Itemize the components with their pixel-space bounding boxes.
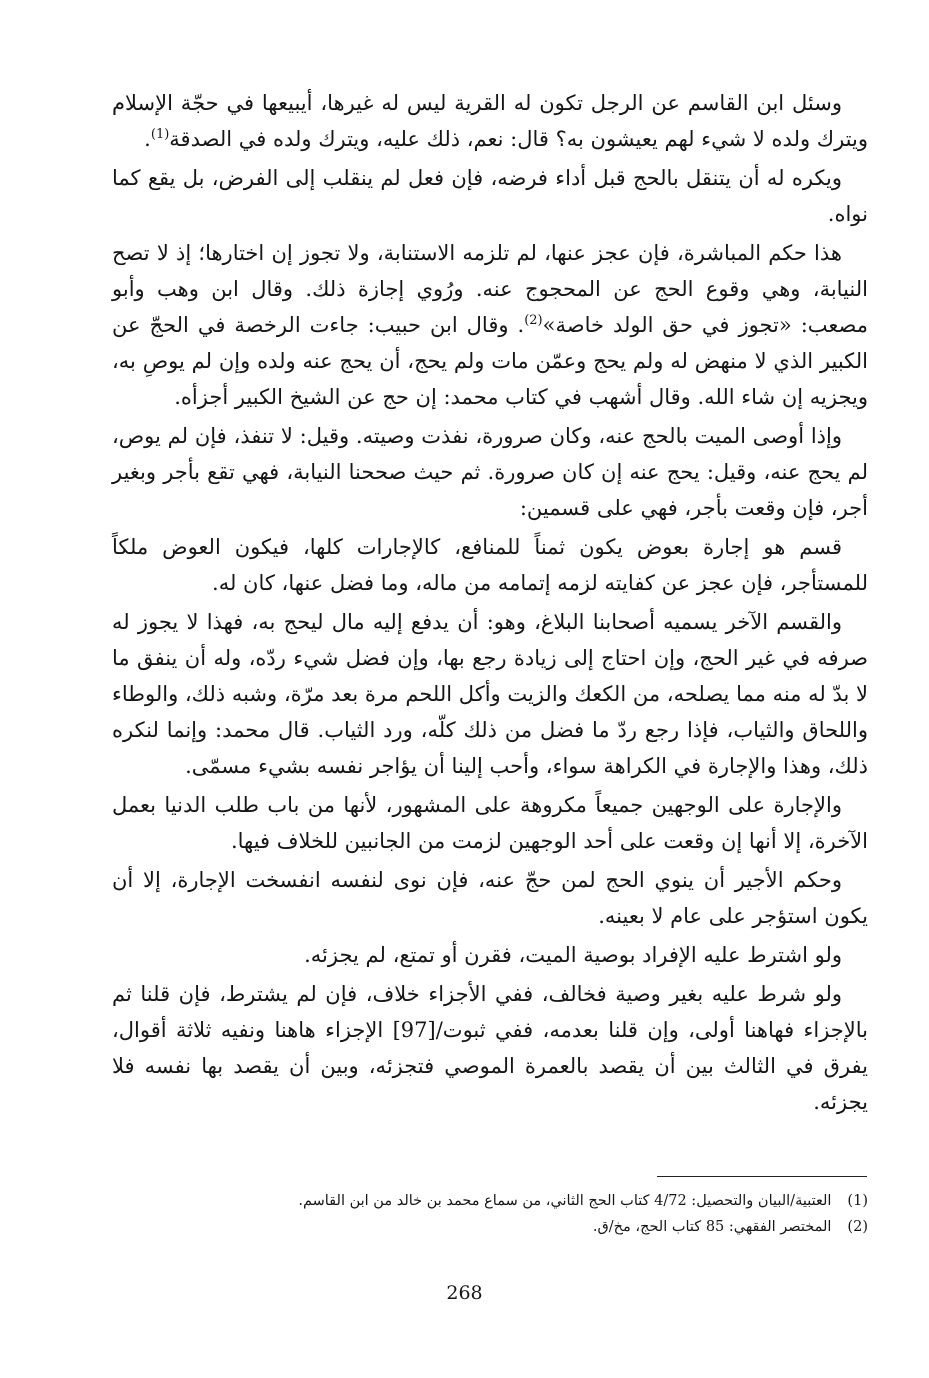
paragraph: وحكم الأجير أن ينوي الحج لمن حجّ عنه، فإن نوى لنفسه انفسخت الإجارة، إلا أن يكون استؤجر على عام لا بعينه. [112, 868, 868, 928]
paragraph: ولو اشترط عليه الإفراد بوصية الميت، فقرن أو تمتع، لم يجزئه. [304, 943, 842, 967]
paragraph: وسئل ابن القاسم عن الرجل تكون له القرية ليس له غيرها، أيبيعها في حجّة الإسلام ويترك ولده لا شيء لهم يعيشون به؟ قال: نعم، ذلك عليه، ويترك ولده في الصدقة$^{(1)}$. [112, 91, 868, 151]
footnote-text: العتبية/البيان والتحصيل: 4/72 كتاب الحج الثاني، من سماع محمد بن خالد من ابن القاسم. [298, 1193, 832, 1209]
paragraph: ويكره له أن يتنقل بالحج قبل أداء فرضه، فإن فعل لم ينقلب إلى الفرض، بل يقع كما نواه. [112, 166, 868, 226]
paragraph: قسم هو إجارة بعوض يكون ثمناً للمنافع، كالإجارات كلها، فيكون العوض ملكاً للمستأجر، فإن عجز عن كفايته لزمه إتمامه من ماله، وما فضل عنها، كان له. [112, 535, 868, 595]
paragraph: والقسم الآخر يسميه أصحابنا البلاغ، وهو: أن يدفع إليه مال ليحج به، فهذا لا يجوز له صرفه في غير الحج، وإن احتاج إلى زيادة رجع بها، وإن فضل شيء ردّه، وله أن ينفق ما لا بدّ له منه مما يصلحه، من الكعك والزيت وأكل اللحم مرة بعد مرّة، وشبه ذلك، والوطاء واللحاق والثياب، فإذا رجع ردّ ما فضل من ذلك كلّه، ورد الثياب. قال محمد: وإنما لنكره ذلك، وهذا والإجارة في الكراهة سواء، وأحب إلينا أن يؤاجر نفسه بشيء مسمّى. [112, 610, 868, 778]
page-number: 268 [446, 1282, 483, 1304]
main-text [112, 85, 868, 1123]
paragraph: والإجارة على الوجهين جميعاً مكروهة على المشهور، لأنها من باب طلب الدنيا بعمل الآخرة، إلا أنها إن وقعت على أحد الوجهين لزمت من الجانبين للخلاف فيها. [112, 793, 868, 853]
footnote-ref: (1) [150, 127, 170, 142]
paragraph: هذا حكم المباشرة، فإن عجز عنها، لم تلزمه الاستنابة، ولا تجوز إن اختارها؛ إذ لا تصح النيابة، وهي وقوع الحج عن المحجوج عنه. ورُوي إجازة ذلك. وقال ابن وهب وأبو مصعب: «تجوز في حق الولد خاصة»$^{(2)}$. وقال ابن حبيب: جاءت الرخصة في الحجّ عن الكبير الذي لا منهض له ولم يحج وعمّن مات ولم يحج، أن يحج عنه ولده وإن لم يوصِ به، ويجزيه إن شاء الله. وقال أشهب في كتاب محمد: إن حج عن الشيخ الكبير أجزأه. [112, 241, 868, 409]
footnote [112, 1188, 868, 1214]
paragraph: ولو شرط عليه بغير وصية فخالف، ففي الأجزاء خلاف، فإن لم يشترط، فإن قلنا ثم بالإجزاء فهاهنا أولى، وإن قلنا بعدمه، ففي ثبوت/[97] الإجزاء هاهنا ونفيه ثلاثة أقوال، يفرق في الثالث بين أن يقصد بالعمرة الموصي فتجزئه، وبين أن يقصد بها نفسه فلا يجزئه. [112, 982, 868, 1114]
footnote [112, 1214, 868, 1240]
footnote-separator [657, 1176, 867, 1177]
footnote-text: المختصر الفقهي: 85 كتاب الحج، مخ/ق. [592, 1219, 832, 1235]
footnote-number: (2) [847, 1219, 868, 1235]
paragraph: وإذا أوصى الميت بالحج عنه، وكان صرورة، نفذت وصيته. وقيل: لا تنفذ، فإن لم يوص، لم يحج عنه، وقيل: يحج عنه إن كان صرورة. ثم حيث صححنا النيابة، فهي تقع بأجر وبغير أجر، فإن وقعت بأجر، فهي على قسمين: [112, 424, 868, 520]
footnotes [112, 1188, 868, 1240]
footnote-ref: (2) [524, 313, 543, 328]
footnote-number: (1) [847, 1193, 868, 1209]
